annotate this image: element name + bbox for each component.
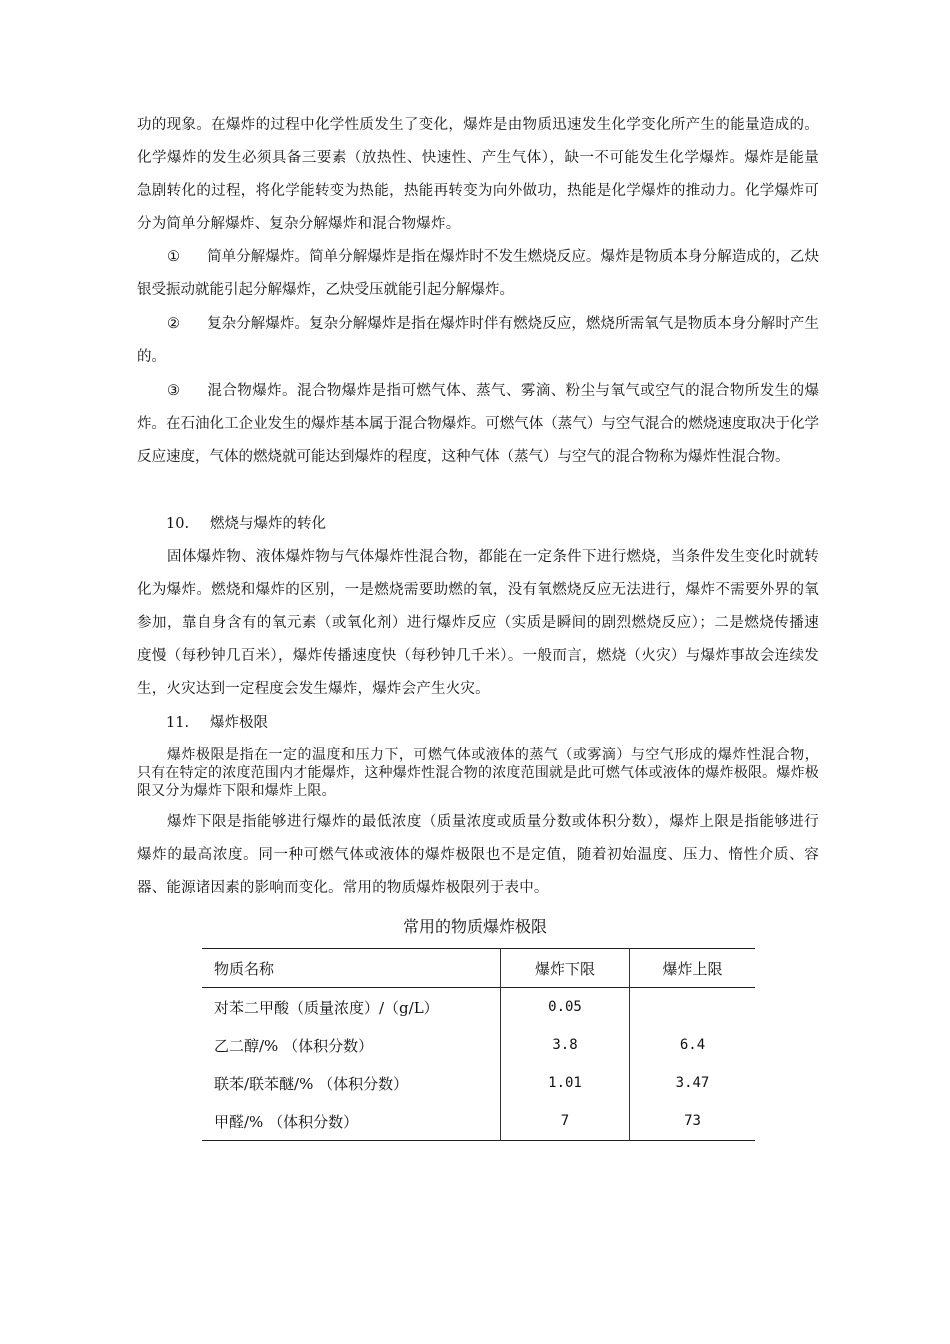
heading-number: 10. [166, 516, 190, 532]
list-item-mixture-explosion [137, 375, 819, 474]
paragraph-explosion-limit-range: 爆炸下限是指能够进行爆炸的最低浓度（质量浓度或质量分数或体积分数），爆炸上限是指能够进行爆炸的最高浓度。同一种可燃气体或液体的爆炸极限也不是定值，随着初始温度、压力、惰性介质、容器、能源诸因素的影响而变化。常用的物质爆炸极限列于表中。 [137, 814, 819, 896]
item-marker: ① [167, 249, 180, 265]
paragraph-combustion-explosion: 固体爆炸物、液体爆炸物与气体爆炸性混合物，都能在一定条件下进行燃烧，当条件发生变化时就转化为爆炸。燃烧和爆炸的区别，一是燃烧需要助燃的氧，没有氧燃烧反应无法进行，爆炸不需要外界的氧参加，靠自身含有的氧元素（或氧化剂）进行爆炸反应（实质是瞬间的剧烈燃烧反应）；二是燃烧传播速度慢（每秒钟几百米），爆炸传播速度快（每秒钟几千米）。一般而言，燃烧（火灾）与爆炸事故会连续发生，火灾达到一定程度会发生爆炸，爆炸会产生火灾。 [137, 549, 819, 697]
header-upper-limit: 爆炸上限 [662, 959, 723, 978]
cell-upper: 6.4 [679, 1037, 706, 1053]
list-item-simple-decomposition [137, 241, 819, 307]
header-lower-limit: 爆炸下限 [501, 949, 630, 988]
table-row [202, 1064, 755, 1102]
heading-number: 11. [166, 715, 190, 731]
table-row [202, 1102, 755, 1141]
cell-substance: 乙二醇/% （体积分数） [202, 1026, 501, 1064]
table-row [202, 988, 755, 1027]
section-heading-10 [166, 508, 326, 541]
cell-lower: 1.01 [501, 1064, 630, 1102]
paragraph-chemical-explosion: 功的现象。在爆炸的过程中化学性质发生了变化，爆炸是由物质迅速发生化学变化所产生的能量造成的。化学爆炸的发生必须具备三要素（放热性、快速性、产生气体），缺一不可能发生化学爆炸。爆炸是能量急剧转化的过程，将化学能转变为热能，热能再转变为向外做功，热能是化学爆炸的推动力。化学爆炸可分为简单分解爆炸、复杂分解爆炸和混合物爆炸。 [137, 117, 819, 232]
table-title: 常用的物质爆炸极限 [402, 917, 547, 936]
item-text: 简单分解爆炸。简单分解爆炸是指在爆炸时不发生燃烧反应。爆炸是物质本身分解造成的，乙炔银受振动就能引起分解爆炸，乙炔受压就能引起分解爆炸。 [137, 249, 819, 298]
item-text: 混合物爆炸。混合物爆炸是指可燃气体、蒸气、雾滴、粉尘与氧气或空气的混合物所发生的爆炸。在石油化工企业发生的爆炸基本属于混合物爆炸。可燃气体（蒸气）与空气混合的燃烧速度取决于化学反应速度，气体的燃烧就可能达到爆炸的程度，这种气体（蒸气）与空气的混合物称为爆炸性混合物。 [137, 383, 819, 465]
list-item-complex-decomposition [137, 308, 819, 374]
heading-title: 爆炸极限 [210, 715, 268, 731]
cell-upper: 3.47 [675, 1075, 710, 1091]
header-substance: 物质名称 [202, 949, 501, 988]
cell-upper [630, 988, 756, 1027]
table-header-row [202, 949, 755, 988]
cell-lower: 3.8 [501, 1026, 630, 1064]
paragraph-explosion-limit-definition: 爆炸极限是指在一定的温度和压力下，可燃气体或液体的蒸气（或雾滴）与空气形成的爆炸性混合物，只有在特定的浓度范围内才能爆炸，这种爆炸性混合物的浓度范围就是此可燃气体或液体的爆炸极限。爆炸极限又分为爆炸下限和爆炸上限。 [137, 747, 819, 799]
cell-substance: 甲醛/% （体积分数） [202, 1102, 501, 1141]
item-marker: ③ [167, 383, 180, 399]
cell-substance: 对苯二甲酸（质量浓度）/（g/L） [202, 988, 501, 1027]
cell-lower: 0.05 [501, 988, 630, 1027]
cell-substance: 联苯/联苯醚/% （体积分数） [202, 1064, 501, 1102]
section-heading-11 [166, 707, 268, 740]
explosion-limits-table [202, 948, 755, 1141]
item-text: 复杂分解爆炸。复杂分解爆炸是指在爆炸时伴有燃烧反应，燃烧所需氧气是物质本身分解时产生的。 [137, 316, 819, 365]
cell-upper: 73 [684, 1113, 701, 1129]
heading-title: 燃烧与爆炸的转化 [210, 516, 326, 532]
cell-lower: 7 [501, 1102, 630, 1141]
table-row [202, 1026, 755, 1064]
item-marker: ② [167, 316, 180, 332]
